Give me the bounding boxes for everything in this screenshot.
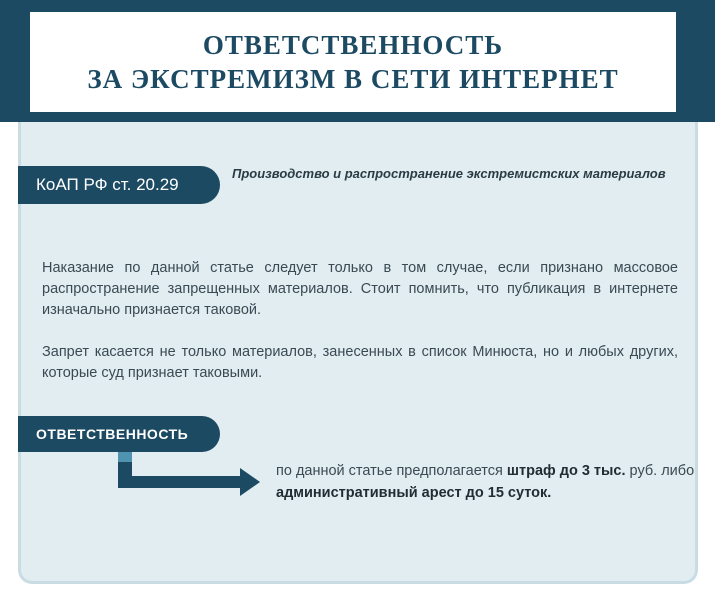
responsibility-text-part-2: руб. либо xyxy=(625,463,695,479)
description-paragraph-2: Запрет касается не только материалов, занесенных в список Минюста, но и любых других, которые суд признает таковыми. xyxy=(42,344,678,381)
responsibility-tag: ОТВЕТСТВЕННОСТЬ xyxy=(18,416,220,452)
page-title-line-1: ОТВЕТСТВЕННОСТЬ xyxy=(202,30,504,60)
description-paragraph-1: Наказание по данной статье следует только в том случае, если признано массовое распространение запрещенных материалов. Стоит помнить, что публикация в интернете изначально признается таковой. xyxy=(42,260,678,318)
fine-amount: штраф до 3 тыс. xyxy=(506,463,626,479)
title-box xyxy=(28,10,678,114)
article-title: Производство и распространение экстремистских материалов xyxy=(232,166,666,181)
responsibility-text xyxy=(276,460,696,504)
arrow-right-icon xyxy=(118,452,268,496)
page-title-line-2: ЗА ЭКСТРЕМИЗМ В СЕТИ ИНТЕРНЕТ xyxy=(87,64,619,94)
responsibility-text-part-1: по данной статье предполагается xyxy=(276,463,507,479)
arrest-term: административный арест до 15 суток. xyxy=(276,485,552,501)
article-code-tag: КоАП РФ ст. 20.29 xyxy=(18,166,220,204)
